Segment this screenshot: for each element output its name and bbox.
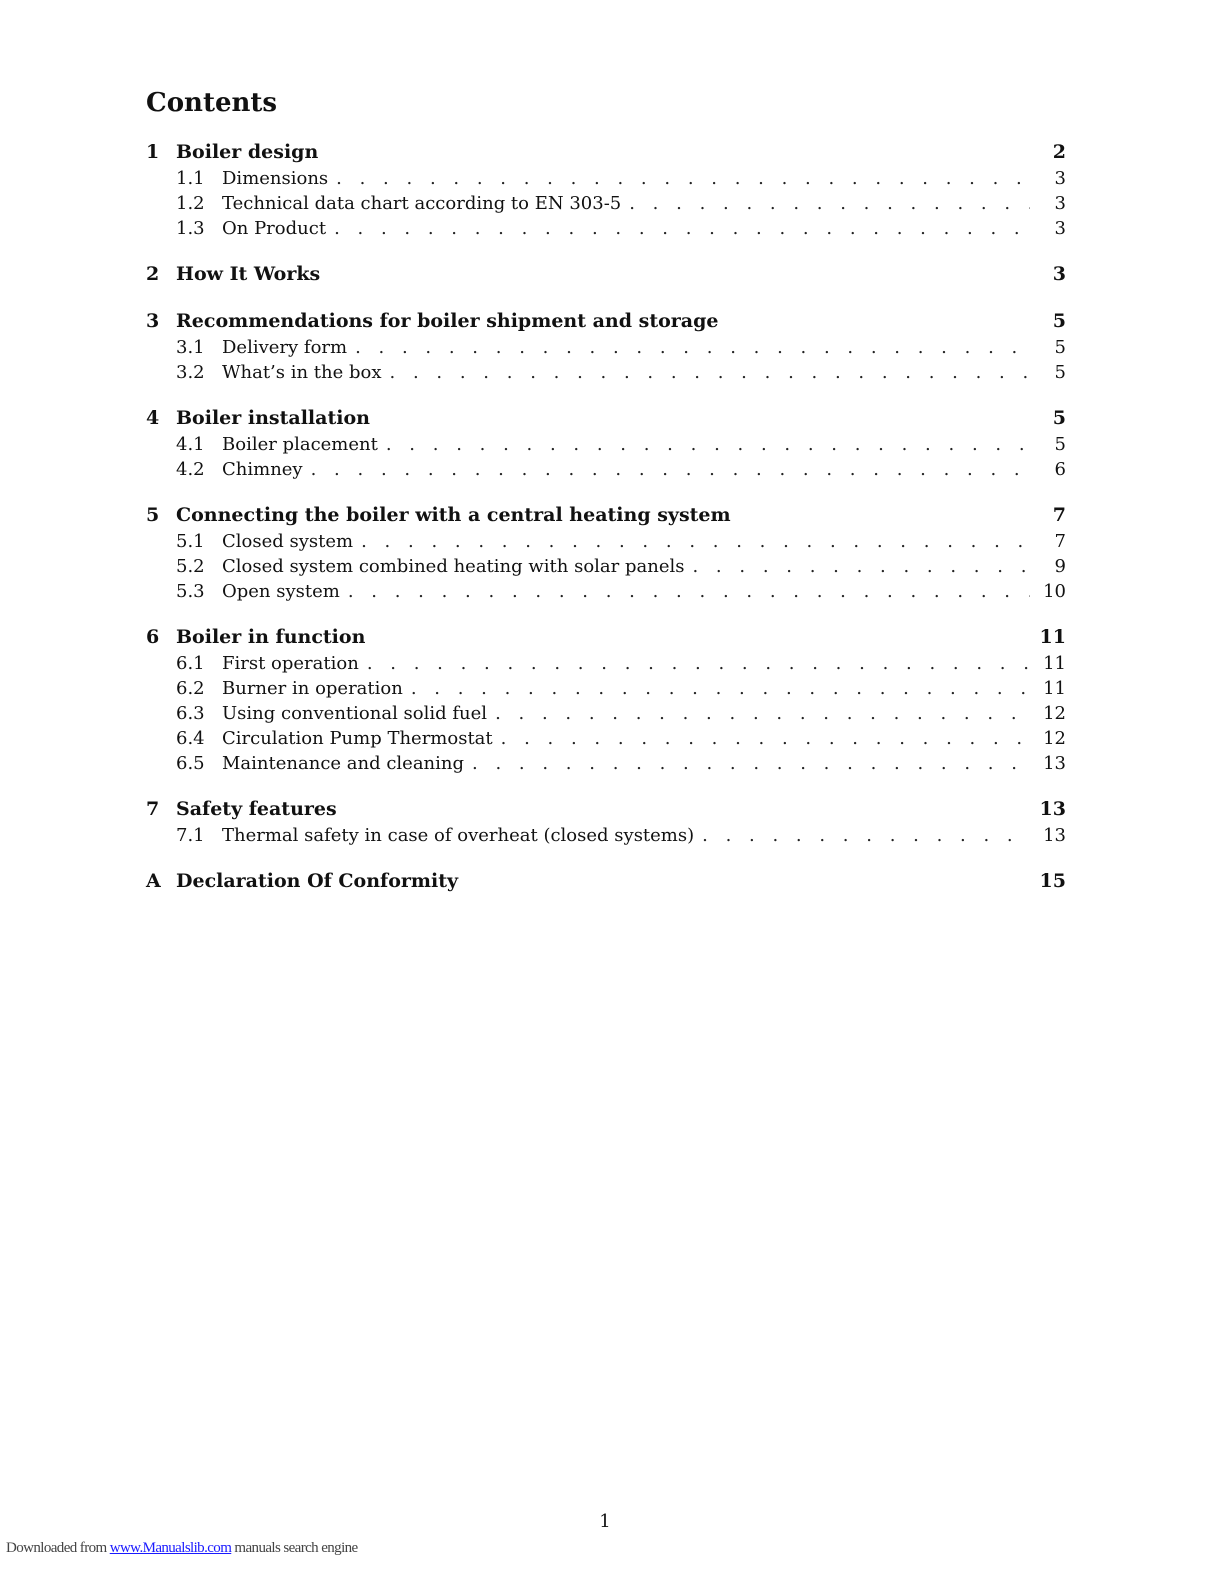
- subsection-title: Maintenance and cleaning: [222, 753, 465, 774]
- toc-subsection-entry[interactable]: [146, 676, 1066, 701]
- dot-leader: [411, 676, 1030, 701]
- page-title: Contents: [146, 88, 278, 118]
- subsection-title: Boiler placement: [222, 434, 378, 455]
- subsection-page-number: 5: [1054, 337, 1066, 358]
- subsection-title: Delivery form: [222, 337, 348, 358]
- section-title: How It Works: [176, 263, 321, 285]
- subsection-title: On Product: [222, 218, 327, 239]
- toc-section: [146, 795, 1066, 848]
- section-title: Connecting the boiler with a central heating system: [176, 504, 731, 526]
- subsection-page-number: 3: [1054, 168, 1066, 189]
- section-title: Recommendations for boiler shipment and storage: [176, 310, 719, 332]
- section-page-number: 2: [1052, 141, 1066, 163]
- section-number: 3: [146, 310, 160, 332]
- subsection-page-number: 12: [1043, 703, 1066, 724]
- dot-leader: [367, 651, 1030, 676]
- section-page-number: 3: [1052, 263, 1066, 285]
- section-number: A: [146, 870, 161, 892]
- subsection-page-number: 12: [1043, 728, 1066, 749]
- section-page-number: 11: [1039, 626, 1066, 648]
- subsection-number: 5.2: [176, 556, 205, 577]
- toc-section: [146, 138, 1066, 241]
- section-page-number: 7: [1052, 504, 1066, 526]
- dot-leader: [692, 554, 1030, 579]
- subsection-page-number: 9: [1054, 556, 1066, 577]
- toc-section-entry[interactable]: [146, 307, 1066, 335]
- subsection-page-number: 13: [1043, 753, 1066, 774]
- subsection-number: 6.4: [176, 728, 205, 749]
- section-number: 5: [146, 504, 160, 526]
- subsection-title: Thermal safety in case of overheat (closed systems): [222, 825, 695, 846]
- subsection-page-number: 7: [1054, 531, 1066, 552]
- subsection-page-number: 11: [1043, 653, 1066, 674]
- toc-subsection-entry[interactable]: [146, 579, 1066, 604]
- subsection-number: 1.1: [176, 168, 205, 189]
- subsection-page-number: 3: [1054, 218, 1066, 239]
- toc-subsection-entry[interactable]: [146, 529, 1066, 554]
- toc-subsection-entry[interactable]: [146, 360, 1066, 385]
- toc-subsection-entry[interactable]: [146, 166, 1066, 191]
- dot-leader: [629, 191, 1030, 216]
- toc-subsection-entry[interactable]: [146, 651, 1066, 676]
- subsection-title: Burner in operation: [222, 678, 403, 699]
- subsection-number: 5.1: [176, 531, 205, 552]
- subsection-number: 6.3: [176, 703, 205, 724]
- section-title: Boiler design: [176, 141, 319, 163]
- table-of-contents: [146, 138, 1066, 914]
- subsection-number: 1.2: [176, 193, 205, 214]
- dot-leader: [386, 432, 1030, 457]
- section-number: 2: [146, 263, 160, 285]
- subsection-title: What’s in the box: [222, 362, 382, 383]
- footer: [6, 1540, 358, 1557]
- section-page-number: 13: [1039, 798, 1066, 820]
- footer-suffix: manuals search engine: [231, 1540, 358, 1556]
- dot-leader: [336, 166, 1030, 191]
- subsection-title: Open system: [222, 581, 340, 602]
- subsection-page-number: 13: [1043, 825, 1066, 846]
- toc-section: [146, 260, 1066, 288]
- subsection-title: Using conventional solid fuel: [222, 703, 488, 724]
- dot-leader: [311, 457, 1030, 482]
- subsection-title: Technical data chart according to EN 303-5: [222, 193, 622, 214]
- section-number: 6: [146, 626, 160, 648]
- toc-section-entry[interactable]: [146, 138, 1066, 166]
- toc-section-entry[interactable]: [146, 795, 1066, 823]
- subsection-number: 6.2: [176, 678, 205, 699]
- subsection-number: 3.2: [176, 362, 205, 383]
- toc-section: [146, 307, 1066, 385]
- subsection-title: First operation: [222, 653, 359, 674]
- toc-section-entry[interactable]: [146, 501, 1066, 529]
- dot-leader: [361, 529, 1030, 554]
- toc-subsection-entry[interactable]: [146, 216, 1066, 241]
- toc-section: [146, 501, 1066, 604]
- subsection-number: 6.1: [176, 653, 205, 674]
- toc-subsection-entry[interactable]: [146, 335, 1066, 360]
- subsection-number: 4.2: [176, 459, 205, 480]
- dot-leader: [334, 216, 1030, 241]
- toc-subsection-entry[interactable]: [146, 726, 1066, 751]
- subsection-number: 3.1: [176, 337, 205, 358]
- section-page-number: 5: [1052, 407, 1066, 429]
- toc-section-entry[interactable]: [146, 623, 1066, 651]
- toc-section: [146, 867, 1066, 895]
- subsection-number: 5.3: [176, 581, 205, 602]
- section-page-number: 15: [1039, 870, 1066, 892]
- toc-section: [146, 623, 1066, 776]
- dot-leader: [702, 823, 1030, 848]
- subsection-number: 1.3: [176, 218, 205, 239]
- footer-prefix: Downloaded from: [6, 1540, 110, 1556]
- section-title: Boiler in function: [176, 626, 366, 648]
- subsection-page-number: 5: [1054, 434, 1066, 455]
- subsection-page-number: 10: [1043, 581, 1066, 602]
- subsection-page-number: 11: [1043, 678, 1066, 699]
- subsection-number: 4.1: [176, 434, 205, 455]
- toc-section: [146, 404, 1066, 482]
- section-number: 1: [146, 141, 160, 163]
- subsection-page-number: 3: [1054, 193, 1066, 214]
- subsection-title: Chimney: [222, 459, 303, 480]
- subsection-title: Dimensions: [222, 168, 329, 189]
- toc-subsection-entry[interactable]: [146, 701, 1066, 726]
- dot-leader: [348, 579, 1030, 604]
- dot-leader: [495, 701, 1030, 726]
- toc-subsection-entry[interactable]: [146, 432, 1066, 457]
- toc-subsection-entry[interactable]: [146, 823, 1066, 848]
- subsection-number: 7.1: [176, 825, 205, 846]
- subsection-title: Closed system combined heating with solar panels: [222, 556, 685, 577]
- toc-subsection-entry[interactable]: [146, 457, 1066, 482]
- section-number: 7: [146, 798, 160, 820]
- toc-subsection-entry[interactable]: [146, 751, 1066, 776]
- toc-subsection-entry[interactable]: [146, 191, 1066, 216]
- manualslib-link[interactable]: www.Manualslib.com: [109, 1540, 232, 1556]
- toc-subsection-entry[interactable]: [146, 554, 1066, 579]
- dot-leader: [472, 751, 1030, 776]
- toc-section-entry[interactable]: [146, 260, 1066, 288]
- section-title: Safety features: [176, 798, 337, 820]
- section-title: Boiler installation: [176, 407, 370, 429]
- section-title: Declaration Of Conformity: [176, 870, 459, 892]
- toc-section-entry[interactable]: [146, 404, 1066, 432]
- subsection-page-number: 6: [1054, 459, 1066, 480]
- dot-leader: [390, 360, 1030, 385]
- section-page-number: 5: [1052, 310, 1066, 332]
- subsection-title: Closed system: [222, 531, 354, 552]
- subsection-number: 6.5: [176, 753, 205, 774]
- subsection-page-number: 5: [1054, 362, 1066, 383]
- subsection-title: Circulation Pump Thermostat: [222, 728, 493, 749]
- page-number: 1: [599, 1511, 611, 1532]
- toc-section-entry[interactable]: [146, 867, 1066, 895]
- dot-leader: [501, 726, 1030, 751]
- section-number: 4: [146, 407, 160, 429]
- dot-leader: [355, 335, 1030, 360]
